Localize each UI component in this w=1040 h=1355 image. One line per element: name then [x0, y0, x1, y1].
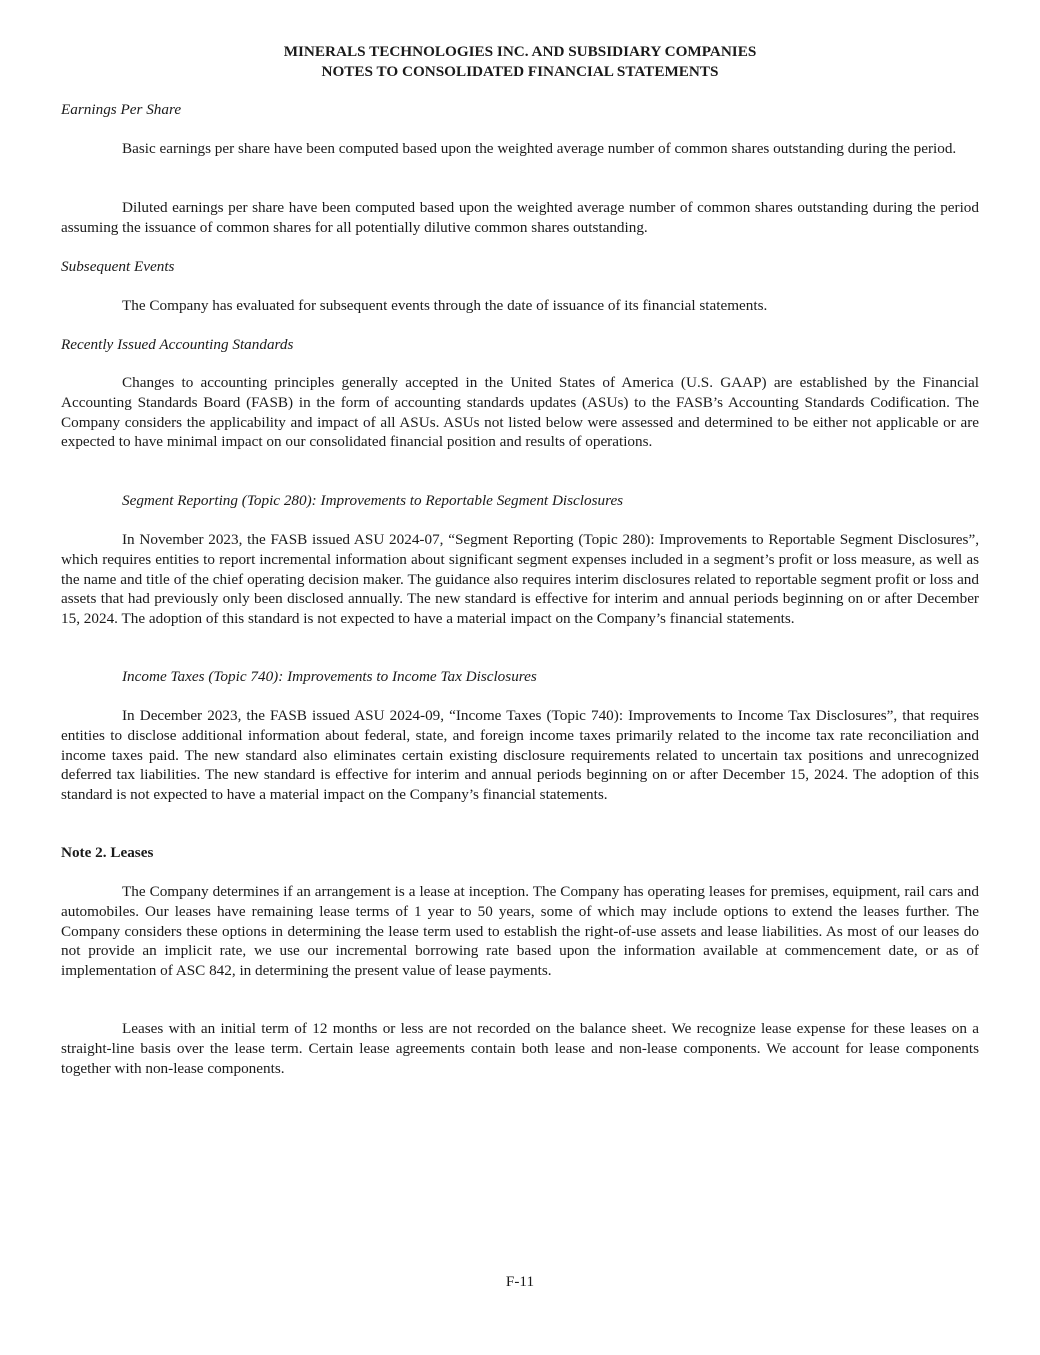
page-header	[61, 42, 979, 82]
leases-paragraph-2: Leases with an initial term of 12 months or less are not recorded on the balance sheet. We recognize lease expense for these leases on a straight-line basis over the lease term. Certain lease agreements contain both lease and non-lease components. We account for lease components together with non-lease components.	[61, 1020, 979, 1077]
note-2-leases-heading: Note 2. Leases	[61, 844, 154, 861]
segment-reporting-paragraph: In November 2023, the FASB issued ASU 2024-07, “Segment Reporting (Topic 280): Improvements to Reportable Segment Disclosures”, which requires entities to report incremental information about significant segment expenses included in a segment’s profit or loss measure, as well as the name and title of the chief operating decision maker. The guidance also requires interim disclosures related to reportable segment profit or loss and assets that had previously only been disclosed annually. The new standard is effective for interim and annual periods beginning on or after December 15, 2024. The adoption of this standard is not expected to have a material impact on the Company’s financial statements.	[61, 531, 979, 628]
segment-reporting-heading: Segment Reporting (Topic 280): Improvements to Reportable Segment Disclosures	[122, 492, 624, 509]
eps-diluted-paragraph: Diluted earnings per share have been computed based upon the weighted average number of common shares outstanding during the period assuming the issuance of common shares for all potentially dilutive common shares outstanding.	[61, 199, 979, 236]
document-title: NOTES TO CONSOLIDATED FINANCIAL STATEMENTS	[321, 62, 719, 80]
company-title: MINERALS TECHNOLOGIES INC. AND SUBSIDIARY COMPANIES	[283, 43, 757, 60]
leases-paragraph-1: The Company determines if an arrangement is a lease at inception. The Company has operating leases for premises, equipment, rail cars and automobiles. Our leases have remaining lease terms of 1 year to 50 years, some of which may include options to extend the leases further. The Company considers these options in determining the lease term used to establish the right-of-use assets and lease liabilities. As most of our leases do not provide an implicit rate, we use our incremental borrowing rate based upon the information available at commencement date, or as of implementation of ASC 842, in determining the present value of lease payments.	[61, 883, 979, 980]
document-page	[61, 0, 979, 1355]
income-taxes-heading: Income Taxes (Topic 740): Improvements to Income Tax Disclosures	[122, 668, 537, 685]
income-taxes-paragraph: In December 2023, the FASB issued ASU 2024-09, “Income Taxes (Topic 740): Improvements to Income Tax Disclosures”, that requires entities to disclose additional information about federal, state, and foreign income taxes primarily related to the income tax rate reconciliation and income taxes paid. The new standard also eliminates certain existing disclosure requirements related to uncertain tax positions and unrecognized deferred tax liabilities. The new standard is effective for interim and annual periods beginning on or after December 15, 2024. The adoption of this standard is not expected to have a material impact on the Company’s financial statements.	[61, 707, 979, 804]
eps-basic-paragraph: Basic earnings per share have been computed based upon the weighted average number of common shares outstanding during the period.	[122, 140, 957, 157]
subsequent-events-heading: Subsequent Events	[61, 258, 175, 275]
eps-heading: Earnings Per Share	[61, 101, 182, 118]
recent-standards-paragraph: Changes to accounting principles generally accepted in the United States of America (U.S. GAAP) are established by the Financial Accounting Standards Board (FASB) in the form of accounting standards updates (ASUs) to the FASB’s Accounting Standards Codification. The Company considers the applicability and impact of all ASUs. ASUs not listed below were assessed and determined to be either not applicable or are expected to have minimal impact on our consolidated financial position and results of operations.	[61, 374, 979, 451]
recent-standards-heading: Recently Issued Accounting Standards	[61, 336, 294, 353]
subsequent-events-paragraph: The Company has evaluated for subsequent events through the date of issuance of its financial statements.	[122, 297, 768, 314]
page-number: F-11	[505, 1273, 535, 1290]
